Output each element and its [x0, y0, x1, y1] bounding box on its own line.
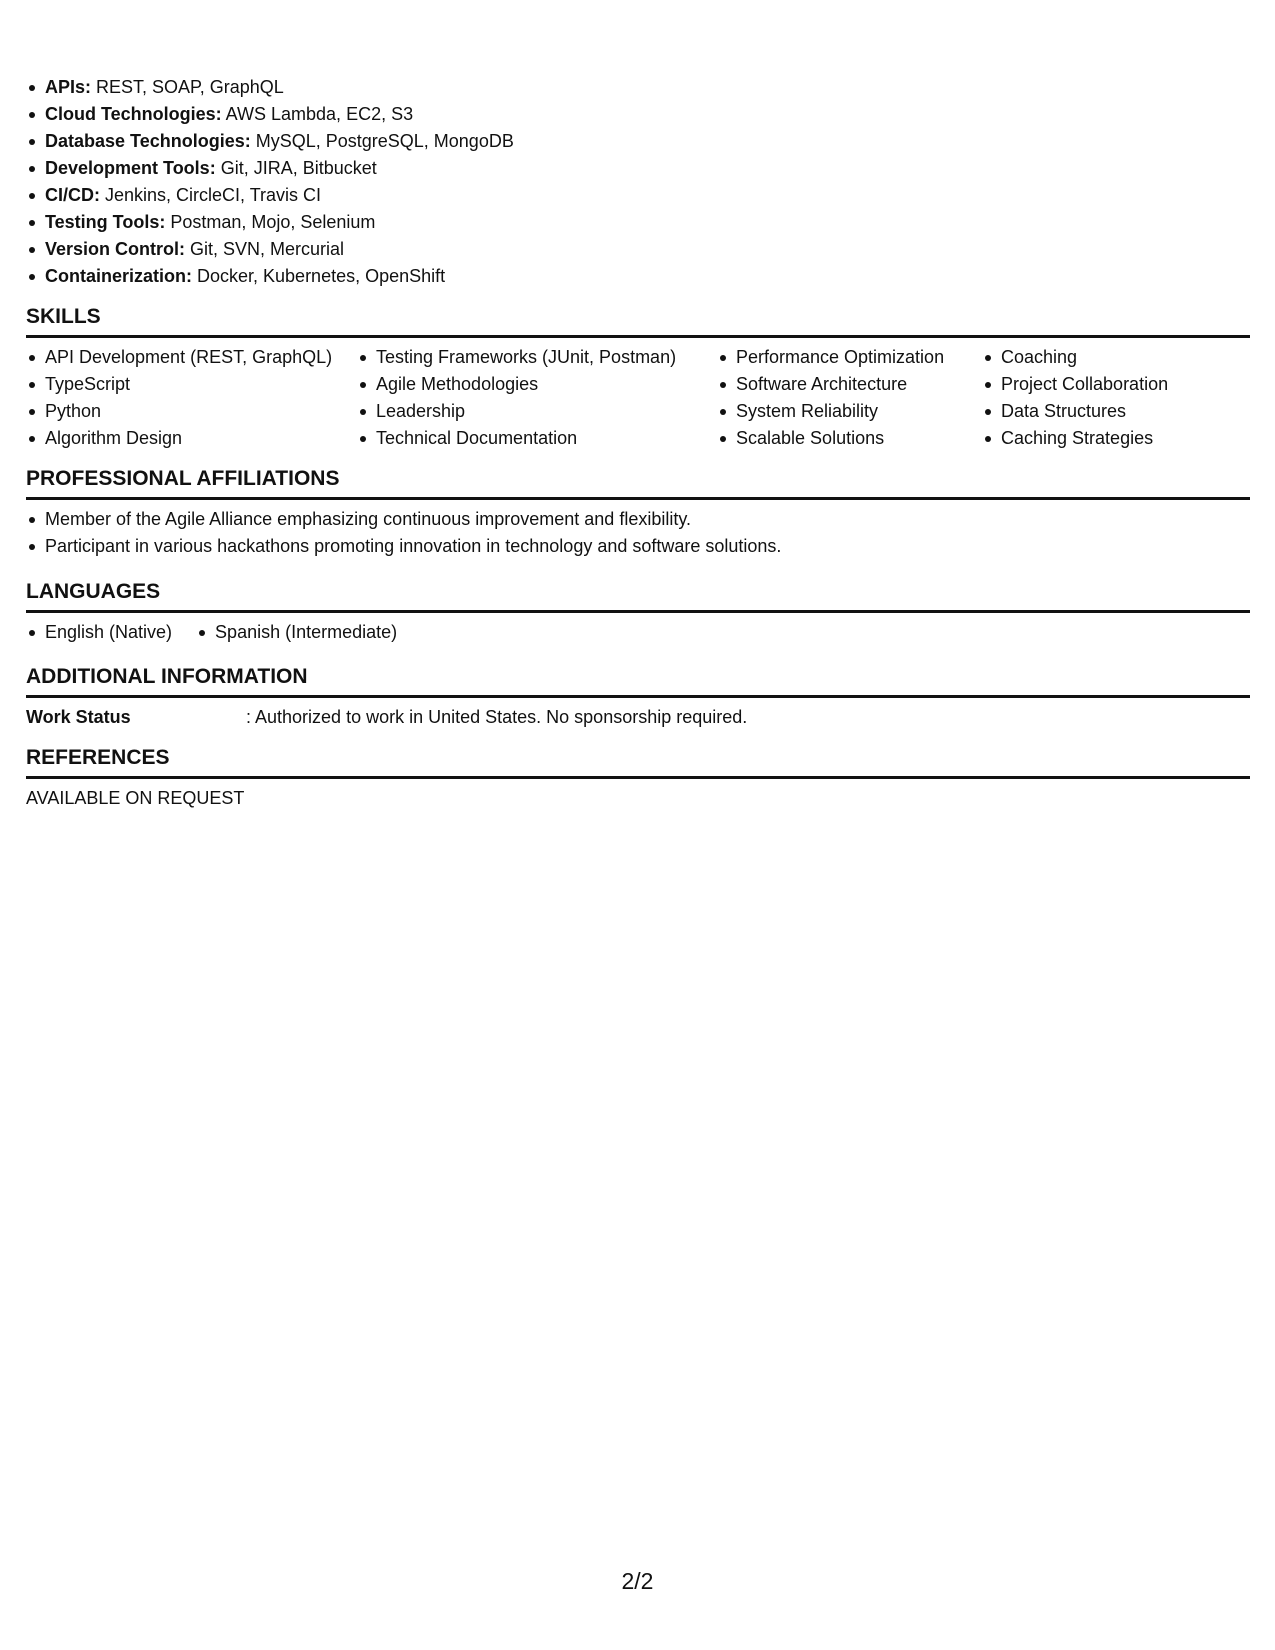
languages-heading: LANGUAGES	[26, 579, 1250, 613]
skill-item: Project Collaboration	[982, 371, 1242, 398]
languages-list	[26, 619, 1250, 646]
skill-item: Python	[26, 398, 357, 425]
skill-item: Algorithm Design	[26, 425, 357, 452]
additional-info-heading: ADDITIONAL INFORMATION	[26, 664, 1250, 698]
skills-heading: SKILLS	[26, 304, 1250, 338]
skills-column	[357, 344, 717, 452]
affiliations-heading: PROFESSIONAL AFFILIATIONS	[26, 466, 1250, 500]
references-heading: REFERENCES	[26, 745, 1250, 779]
tech-label: Containerization:	[45, 266, 192, 286]
work-status-value: : Authorized to work in United States. No sponsorship required.	[246, 707, 748, 727]
skill-item: Data Structures	[982, 398, 1242, 425]
tech-label: Version Control:	[45, 239, 186, 259]
tech-item-cicd	[26, 182, 1250, 209]
technical-list	[26, 74, 1250, 290]
tech-item-cloud	[26, 101, 1250, 128]
language-item: Spanish (Intermediate)	[196, 619, 397, 646]
affiliation-item: Member of the Agile Alliance emphasizing continuous improvement and flexibility.	[26, 506, 1250, 533]
tech-label: Development Tools:	[45, 158, 216, 178]
skill-item: Scalable Solutions	[717, 425, 982, 452]
skill-item: Software Architecture	[717, 371, 982, 398]
tech-value: Jenkins, CircleCI, Travis CI	[100, 185, 322, 205]
skills-grid	[26, 344, 1250, 452]
tech-value: Git, JIRA, Bitbucket	[215, 158, 377, 178]
tech-label: Database Technologies:	[45, 131, 251, 151]
tech-value: MySQL, PostgreSQL, MongoDB	[250, 131, 514, 151]
skill-item: Performance Optimization	[717, 344, 982, 371]
work-status-label: Work Status	[26, 707, 131, 727]
tech-item-containerization	[26, 263, 1250, 290]
skill-item: Testing Frameworks (JUnit, Postman)	[357, 344, 717, 371]
skill-item: Technical Documentation	[357, 425, 717, 452]
skill-item: Agile Methodologies	[357, 371, 717, 398]
resume-page	[26, 74, 1250, 812]
tech-value: Docker, Kubernetes, OpenShift	[192, 266, 446, 286]
tech-item-apis	[26, 74, 1250, 101]
work-status-row	[26, 704, 1250, 731]
tech-item-version-control	[26, 236, 1250, 263]
references-text: AVAILABLE ON REQUEST	[26, 788, 245, 808]
tech-value: REST, SOAP, GraphQL	[91, 77, 284, 97]
skill-item: Coaching	[982, 344, 1242, 371]
skill-item: API Development (REST, GraphQL)	[26, 344, 357, 371]
tech-value: AWS Lambda, EC2, S3	[221, 104, 414, 124]
tech-item-dev-tools	[26, 155, 1250, 182]
skills-column	[982, 344, 1242, 452]
language-item: English (Native)	[26, 619, 172, 646]
tech-label: Testing Tools:	[45, 212, 166, 232]
skills-column	[26, 344, 357, 452]
tech-label: CI/CD:	[45, 185, 100, 205]
skill-item: TypeScript	[26, 371, 357, 398]
tech-value: Postman, Mojo, Selenium	[165, 212, 376, 232]
skill-item: Caching Strategies	[982, 425, 1242, 452]
page-number: 2/2	[621, 1568, 654, 1594]
tech-value: Git, SVN, Mercurial	[185, 239, 345, 259]
skill-item: Leadership	[357, 398, 717, 425]
tech-label: Cloud Technologies:	[45, 104, 222, 124]
affiliation-item: Participant in various hackathons promoting innovation in technology and software solutions.	[26, 533, 1250, 560]
tech-label: APIs:	[45, 77, 92, 97]
tech-item-database	[26, 128, 1250, 155]
affiliations-list	[26, 506, 1250, 560]
skills-column	[717, 344, 982, 452]
skill-item: System Reliability	[717, 398, 982, 425]
tech-item-testing	[26, 209, 1250, 236]
